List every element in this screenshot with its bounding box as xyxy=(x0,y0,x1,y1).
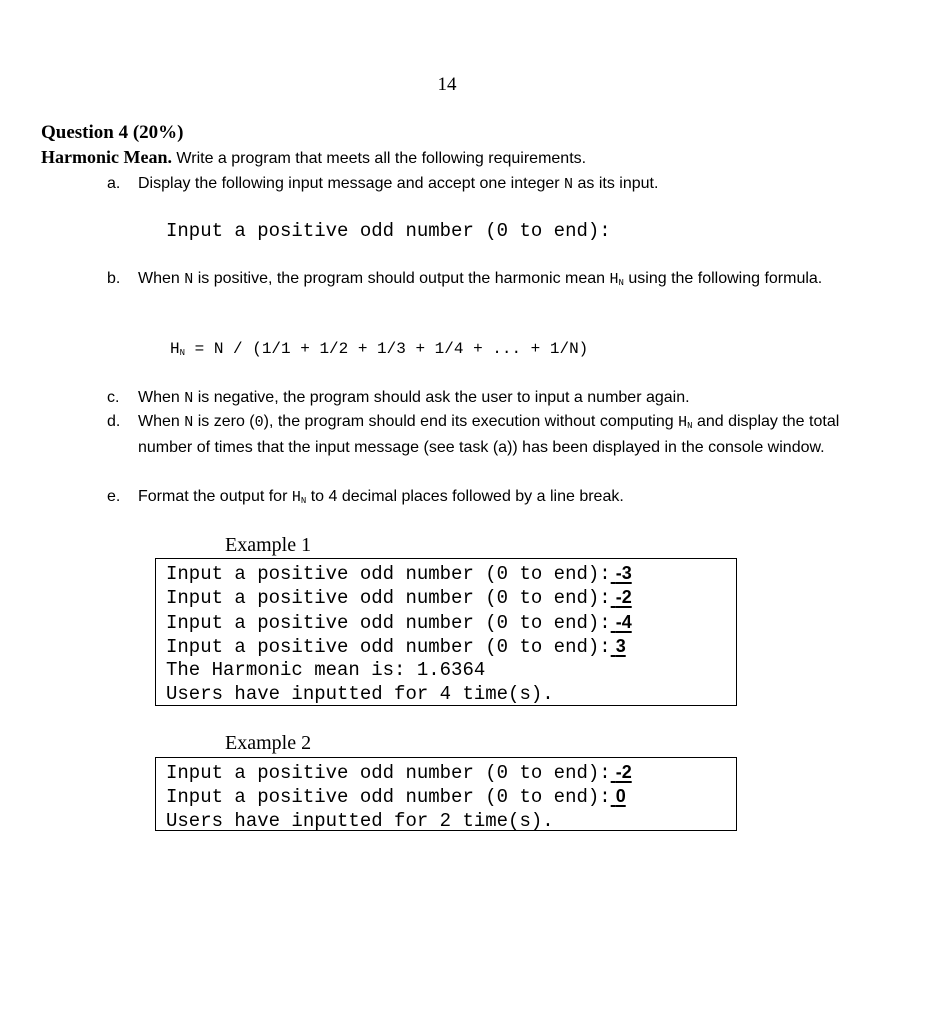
task-text: When xyxy=(138,413,185,430)
user-input-value: 0 xyxy=(615,786,626,807)
task-marker: b. xyxy=(107,270,121,287)
inline-code: N xyxy=(184,390,194,407)
example-2-caption: Example 2 xyxy=(225,732,312,754)
console-output-line: Users have inputted for 4 time(s). xyxy=(166,683,554,706)
task-text: Format the output for xyxy=(138,488,292,505)
inline-code: $H_N$ xyxy=(609,271,624,288)
task-e xyxy=(107,486,867,512)
console-line: Input a positive odd number (0 to end): 3 xyxy=(166,635,626,658)
user-input-value: -3 xyxy=(615,563,632,583)
user-input-value: -2 xyxy=(615,762,632,782)
question-intro-text: Write a program that meets all the following requirements. xyxy=(171,150,587,167)
question-title: Question 4 (20%) xyxy=(41,122,184,143)
console-line: Input a positive odd number (0 to end): -4 xyxy=(166,611,632,634)
console-output-line: The Harmonic mean is: 1.6364 xyxy=(166,659,486,682)
inline-code: N xyxy=(184,271,194,288)
question-intro xyxy=(41,147,586,168)
task-text: to 4 decimal places followed by a line break. xyxy=(306,488,624,505)
inline-code: $H_N$ xyxy=(678,414,693,431)
user-input-value: -4 xyxy=(615,611,632,632)
task-c xyxy=(107,387,867,410)
task-marker: c. xyxy=(107,389,120,406)
task-marker: a. xyxy=(107,175,121,192)
task-marker: d. xyxy=(107,413,121,430)
task-b xyxy=(107,268,867,294)
question-topic: Harmonic Mean. xyxy=(41,147,172,167)
task-marker: e. xyxy=(107,488,121,505)
page-number: 14 xyxy=(437,74,457,95)
task-text: is negative, the program should ask the user to input a number again. xyxy=(193,389,690,406)
task-text: is positive, the program should output the harmonic mean xyxy=(193,270,610,287)
user-input-value: -2 xyxy=(615,587,632,608)
task-text: Display the following input message and accept one integer xyxy=(138,175,565,192)
task-text: When xyxy=(138,270,185,287)
console-line: Input a positive odd number (0 to end): -3 xyxy=(166,563,632,585)
inline-code: N xyxy=(564,176,574,193)
task-text: using the following formula. xyxy=(623,270,823,287)
example-1-console xyxy=(155,558,737,706)
task-d xyxy=(107,411,867,459)
task-text: and display the total number of times that the input message (see task (a)) has been displayed in the console window. xyxy=(138,413,840,456)
example-2-console xyxy=(155,757,737,831)
formula: $H_N = N / (1/1 + 1/2 + 1/3 + 1/4$ + ... + 1/N) xyxy=(170,340,589,358)
task-text: as its input. xyxy=(573,175,659,192)
task-a xyxy=(107,173,867,196)
user-input-value: 3 xyxy=(615,635,626,656)
inline-code: N xyxy=(184,414,194,431)
prompt-message: Input a positive odd number (0 to end): xyxy=(166,220,611,242)
task-text: When xyxy=(138,389,185,406)
task-text: ), the program should end its execution without computing xyxy=(263,413,679,430)
console-line: Input a positive odd number (0 to end): -2 xyxy=(166,762,632,784)
console-output-line: Users have inputted for 2 time(s). xyxy=(166,809,554,832)
example-1-caption: Example 1 xyxy=(225,534,312,556)
inline-code: $H_N$ xyxy=(291,489,307,506)
task-text: is zero ( xyxy=(193,413,255,430)
console-line: Input a positive odd number (0 to end): 0 xyxy=(166,786,626,809)
inline-code: 0 xyxy=(254,414,264,431)
console-line: Input a positive odd number (0 to end): -2 xyxy=(166,587,632,610)
